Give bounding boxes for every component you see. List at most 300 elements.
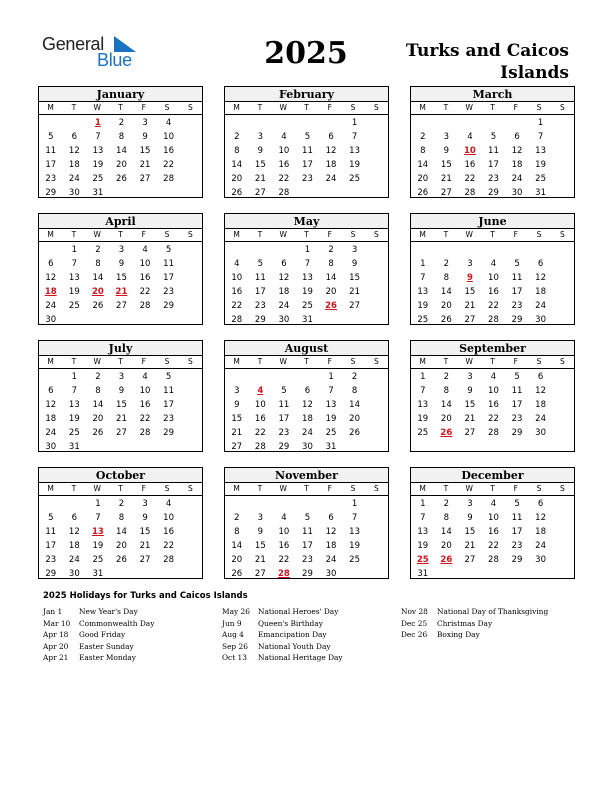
country-line-1: Turks and Caicos <box>405 41 569 61</box>
day-grid <box>411 496 574 581</box>
day-cell: 19 <box>68 414 80 424</box>
day-cell: 3 <box>443 132 450 142</box>
day-cell: 31 <box>417 569 429 579</box>
day-cell: 26 <box>349 428 360 438</box>
day-cell: 4 <box>165 499 172 509</box>
day-cell: 25 <box>417 428 429 438</box>
day-cell: 3 <box>118 245 125 255</box>
day-cell: 17 <box>302 160 313 170</box>
holiday-name: Queen's Birthday <box>258 618 323 628</box>
holiday-name: National Youth Day <box>258 641 331 651</box>
day-cell: 7 <box>328 386 334 396</box>
day-cell: 10 <box>139 386 151 396</box>
day-cell: 4 <box>142 245 148 255</box>
day-cell: 24 <box>302 428 313 438</box>
holiday-row <box>222 619 343 631</box>
day-cell: 27 <box>116 428 127 438</box>
day-cell: 6 <box>48 386 54 396</box>
holiday-name: Boxing Day <box>437 630 480 640</box>
day-cell: 28 <box>488 555 499 565</box>
weekday-header <box>225 356 388 369</box>
day-cell: 17 <box>511 287 523 297</box>
day-cell: 9 <box>142 513 148 523</box>
day-cell: 15 <box>231 414 243 424</box>
day-cell: 20 <box>116 541 127 551</box>
weekday-label: W <box>465 484 473 493</box>
weekday-label: S <box>187 484 193 493</box>
day-cell: 3 <box>118 372 125 382</box>
day-cell: 3 <box>257 513 264 523</box>
weekday-label: T <box>118 103 123 112</box>
weekday-label: T <box>304 103 309 112</box>
day-cell: 20 <box>231 555 243 565</box>
weekday-label: T <box>490 230 495 239</box>
month-august <box>224 340 389 452</box>
holiday-date: Aug 4 <box>222 630 244 640</box>
weekday-label: W <box>93 484 101 493</box>
day-cell: 15 <box>139 146 151 156</box>
holiday-row <box>43 653 154 665</box>
day-blank <box>319 497 343 511</box>
day-cell: 18 <box>325 160 337 170</box>
weekday-label: S <box>164 103 170 112</box>
month-june <box>410 213 575 325</box>
month-january <box>38 86 203 198</box>
day-cell: 12 <box>325 146 337 156</box>
day-cell: 26 <box>231 569 243 579</box>
day-cell: 13 <box>302 273 313 283</box>
day-blank <box>319 116 343 130</box>
day-cell: 18 <box>68 160 80 170</box>
day-cell: 21 <box>139 541 151 551</box>
day-cell: 14 <box>116 146 127 156</box>
country-title <box>369 40 569 84</box>
day-grid <box>411 115 574 200</box>
weekday-label: S <box>536 103 542 112</box>
day-cell: 10 <box>488 386 499 396</box>
weekday-label: S <box>187 230 193 239</box>
holiday-name: Emancipation Day <box>258 630 327 640</box>
day-cell: 20 <box>440 301 452 311</box>
weekday-label: F <box>513 484 518 493</box>
day-blank <box>249 243 273 257</box>
day-cell: 13 <box>417 287 429 297</box>
day-cell: 23 <box>163 414 174 424</box>
day-cell: 19 <box>92 541 104 551</box>
day-cell: 22 <box>488 414 499 424</box>
day-cell: 22 <box>278 555 290 565</box>
day-cell: 24 <box>325 174 337 184</box>
day-cell: 10 <box>163 513 174 523</box>
day-cell: 6 <box>48 259 54 269</box>
day-blank <box>39 497 63 511</box>
day-cell: 25 <box>417 315 429 325</box>
day-cell: 8 <box>95 386 101 396</box>
day-cell: 23 <box>278 428 290 438</box>
day-cell: 13 <box>417 527 429 537</box>
month-title: October <box>39 468 202 483</box>
weekday-label: S <box>164 357 170 366</box>
holiday-name: National Heroes' Day <box>258 607 339 616</box>
weekday-label: M <box>419 357 426 366</box>
day-cell: 18 <box>535 400 546 410</box>
day-blank <box>435 243 459 257</box>
day-cell: 16 <box>139 273 151 283</box>
day-blank <box>63 497 87 511</box>
day-cell: 31 <box>535 188 546 198</box>
day-cell: 12 <box>68 527 80 537</box>
day-blank <box>225 370 249 384</box>
day-cell: 3 <box>467 499 473 509</box>
day-cell: 29 <box>511 428 523 438</box>
day-cell: 29 <box>511 555 523 565</box>
day-blank <box>435 116 459 130</box>
day-cell: 6 <box>71 513 78 523</box>
day-cell: 5 <box>257 259 264 269</box>
day-cell: 16 <box>464 160 476 170</box>
weekday-label: F <box>513 230 518 239</box>
weekday-label: T <box>443 103 449 112</box>
weekday-label: M <box>47 103 54 112</box>
day-cell: 22 <box>278 174 290 184</box>
day-cell: 9 <box>351 259 358 269</box>
day-cell: 12 <box>68 146 80 156</box>
day-cell: 1 <box>304 245 311 255</box>
day-cell: 9 <box>443 146 450 156</box>
holiday-name: New Year's Day <box>79 607 138 616</box>
day-cell: 11 <box>278 400 290 410</box>
day-cell: 11 <box>302 527 313 537</box>
holiday-day-cell: 26 <box>325 301 337 311</box>
weekday-label: W <box>465 230 473 239</box>
day-grid <box>39 369 202 454</box>
day-cell: 23 <box>511 301 523 311</box>
weekday-label: W <box>279 484 287 493</box>
day-cell: 20 <box>92 414 104 424</box>
day-cell: 8 <box>443 513 450 523</box>
weekday-label: T <box>443 230 449 239</box>
month-title: February <box>225 87 388 102</box>
day-cell: 27 <box>464 315 476 325</box>
weekday-label: T <box>490 484 495 493</box>
day-cell: 11 <box>45 527 57 537</box>
weekday-label: S <box>373 230 379 239</box>
day-cell: 30 <box>325 569 337 579</box>
day-cell: 13 <box>535 146 546 156</box>
day-cell: 17 <box>302 541 313 551</box>
month-title: September <box>411 341 574 356</box>
weekday-label: S <box>559 230 565 239</box>
logo-general-text: General <box>42 34 104 54</box>
day-cell: 15 <box>254 160 266 170</box>
day-cell: 1 <box>328 372 334 382</box>
day-cell: 2 <box>443 259 450 269</box>
day-cell: 23 <box>511 541 523 551</box>
holiday-day-cell: 9 <box>466 273 473 283</box>
day-grid <box>225 115 388 200</box>
day-cell: 5 <box>514 499 520 509</box>
day-cell: 26 <box>231 188 243 198</box>
weekday-label: T <box>118 484 123 493</box>
day-cell: 2 <box>234 513 240 523</box>
weekday-label: T <box>304 230 309 239</box>
month-title: January <box>39 87 202 102</box>
day-cell: 6 <box>328 513 334 523</box>
weekday-label: F <box>327 230 332 239</box>
day-cell: 2 <box>95 245 101 255</box>
day-cell: 27 <box>231 442 243 452</box>
day-cell: 1 <box>71 372 78 382</box>
day-cell: 28 <box>488 315 499 325</box>
year-title: 2025 <box>264 36 348 71</box>
day-cell: 16 <box>278 541 290 551</box>
day-cell: 22 <box>163 160 174 170</box>
weekday-label: T <box>490 103 495 112</box>
day-cell: 14 <box>231 541 243 551</box>
day-cell: 28 <box>464 188 476 198</box>
day-grid <box>411 369 574 440</box>
day-blank <box>482 116 506 130</box>
day-cell: 22 <box>139 287 151 297</box>
day-cell: 30 <box>68 188 80 198</box>
weekday-label: S <box>373 103 379 112</box>
weekday-header <box>39 229 202 242</box>
holiday-day-cell: 1 <box>94 118 101 128</box>
holiday-day-cell: 18 <box>44 287 57 297</box>
day-cell: 16 <box>163 527 174 537</box>
day-cell: 21 <box>440 174 452 184</box>
day-cell: 9 <box>142 132 148 142</box>
day-cell: 5 <box>48 513 54 523</box>
day-cell: 8 <box>95 259 101 269</box>
day-cell: 11 <box>511 513 523 523</box>
day-cell: 30 <box>535 428 546 438</box>
day-cell: 29 <box>163 301 174 311</box>
holiday-column <box>43 607 154 665</box>
day-blank <box>63 116 87 130</box>
day-cell: 15 <box>464 527 476 537</box>
day-cell: 15 <box>464 287 476 297</box>
day-cell: 17 <box>488 160 499 170</box>
day-cell: 20 <box>417 174 429 184</box>
month-july <box>38 340 203 452</box>
day-cell: 13 <box>349 146 360 156</box>
day-cell: 16 <box>163 146 174 156</box>
weekday-label: S <box>536 484 542 493</box>
day-cell: 16 <box>488 287 499 297</box>
holiday-date: Dec 25 <box>401 618 428 628</box>
day-cell: 16 <box>488 400 499 410</box>
day-cell: 2 <box>118 499 125 509</box>
day-cell: 10 <box>163 132 174 142</box>
day-cell: 14 <box>325 273 337 283</box>
day-cell: 14 <box>440 527 452 537</box>
day-blank <box>225 243 249 257</box>
day-cell: 7 <box>71 386 78 396</box>
holiday-name: Easter Monday <box>79 653 136 663</box>
weekday-label: F <box>513 103 518 112</box>
day-cell: 17 <box>254 287 266 297</box>
day-cell: 19 <box>535 160 546 170</box>
day-cell: 19 <box>417 414 429 424</box>
day-cell: 6 <box>304 386 311 396</box>
day-blank <box>225 497 249 511</box>
holiday-day-cell: 28 <box>277 569 290 579</box>
day-cell: 8 <box>118 513 125 523</box>
day-cell: 26 <box>116 555 127 565</box>
day-cell: 7 <box>95 513 101 523</box>
day-cell: 12 <box>511 146 523 156</box>
day-cell: 15 <box>139 527 151 537</box>
day-cell: 26 <box>440 315 452 325</box>
holiday-row <box>43 607 154 619</box>
day-cell: 11 <box>45 146 57 156</box>
holiday-column <box>401 607 548 642</box>
day-cell: 15 <box>116 273 127 283</box>
day-cell: 1 <box>351 499 358 509</box>
month-title: December <box>411 468 574 483</box>
holiday-row <box>401 607 548 619</box>
day-cell: 24 <box>325 555 337 565</box>
weekday-label: S <box>536 357 542 366</box>
weekday-label: T <box>257 103 263 112</box>
weekday-label: T <box>257 484 263 493</box>
holiday-date: Mar 10 <box>43 618 71 628</box>
day-cell: 17 <box>511 527 523 537</box>
day-cell: 4 <box>281 132 287 142</box>
day-cell: 1 <box>71 245 78 255</box>
weekday-label: F <box>513 357 518 366</box>
day-cell: 11 <box>302 146 313 156</box>
day-cell: 4 <box>234 259 240 269</box>
day-cell: 28 <box>163 555 174 565</box>
month-title: March <box>411 87 574 102</box>
day-blank <box>505 243 529 257</box>
holiday-name: Easter Sunday <box>79 641 134 651</box>
day-cell: 27 <box>139 174 151 184</box>
month-title: August <box>225 341 388 356</box>
day-cell: 11 <box>488 146 499 156</box>
day-cell: 24 <box>45 301 57 311</box>
day-cell: 19 <box>68 287 80 297</box>
day-cell: 12 <box>45 273 57 283</box>
day-cell: 10 <box>488 513 499 523</box>
day-cell: 6 <box>328 132 334 142</box>
weekday-header <box>411 102 574 115</box>
day-grid <box>225 369 388 454</box>
day-cell: 30 <box>535 315 546 325</box>
holiday-date: Dec 26 <box>401 630 428 640</box>
holiday-date: May 26 <box>222 607 250 616</box>
month-title: November <box>225 468 388 483</box>
day-blank <box>296 370 320 384</box>
day-cell: 17 <box>278 414 290 424</box>
weekday-header <box>39 356 202 369</box>
day-cell: 29 <box>302 569 313 579</box>
day-cell: 9 <box>467 513 473 523</box>
day-cell: 29 <box>45 188 57 198</box>
holiday-day-cell: 25 <box>416 555 429 565</box>
day-blank <box>39 370 63 384</box>
month-december <box>410 467 575 579</box>
day-cell: 25 <box>68 301 80 311</box>
day-cell: 24 <box>535 414 546 424</box>
holiday-column <box>222 607 343 665</box>
day-cell: 11 <box>254 273 266 283</box>
day-cell: 22 <box>464 174 476 184</box>
day-cell: 25 <box>349 555 360 565</box>
holiday-name: National Day of Thanksgiving <box>437 607 549 616</box>
day-cell: 24 <box>511 174 523 184</box>
weekday-label: T <box>118 357 123 366</box>
day-blank <box>482 243 506 257</box>
day-cell: 29 <box>45 569 57 579</box>
day-cell: 27 <box>139 555 151 565</box>
day-blank <box>249 370 273 384</box>
day-cell: 19 <box>349 541 360 551</box>
day-cell: 29 <box>163 428 174 438</box>
day-cell: 1 <box>420 499 426 509</box>
day-cell: 6 <box>537 259 544 269</box>
day-cell: 27 <box>254 569 266 579</box>
holiday-day-cell: 26 <box>440 555 453 565</box>
day-cell: 22 <box>139 414 151 424</box>
month-title: May <box>225 214 388 229</box>
day-cell: 19 <box>349 160 360 170</box>
day-cell: 18 <box>68 541 80 551</box>
weekday-label: S <box>187 103 193 112</box>
day-cell: 8 <box>328 259 334 269</box>
day-cell: 20 <box>440 414 452 424</box>
day-cell: 14 <box>231 160 243 170</box>
day-cell: 6 <box>514 132 520 142</box>
day-cell: 28 <box>231 315 243 325</box>
day-cell: 20 <box>116 160 127 170</box>
holiday-day-cell: 10 <box>463 146 476 156</box>
day-cell: 16 <box>231 287 243 297</box>
day-cell: 12 <box>325 527 337 537</box>
day-cell: 11 <box>511 273 523 283</box>
day-cell: 25 <box>68 428 80 438</box>
day-cell: 23 <box>163 287 174 297</box>
day-cell: 24 <box>535 301 546 311</box>
weekday-label: M <box>233 230 240 239</box>
day-cell: 31 <box>92 188 104 198</box>
day-cell: 27 <box>349 301 360 311</box>
day-cell: 6 <box>537 372 544 382</box>
weekday-header <box>411 483 574 496</box>
day-cell: 10 <box>488 273 499 283</box>
day-cell: 4 <box>142 372 148 382</box>
day-cell: 20 <box>231 174 243 184</box>
day-cell: 18 <box>511 160 523 170</box>
weekday-label: F <box>327 357 332 366</box>
day-cell: 14 <box>349 400 360 410</box>
weekday-label: M <box>47 484 54 493</box>
day-cell: 24 <box>45 428 57 438</box>
day-cell: 8 <box>443 386 450 396</box>
holiday-date: Apr 18 <box>43 630 69 640</box>
day-cell: 15 <box>254 541 266 551</box>
day-blank <box>39 116 63 130</box>
holiday-row <box>43 630 154 642</box>
weekday-label: S <box>373 357 379 366</box>
day-cell: 26 <box>92 428 104 438</box>
day-cell: 18 <box>325 541 337 551</box>
day-cell: 28 <box>163 174 174 184</box>
weekday-label: S <box>164 484 170 493</box>
weekday-label: W <box>465 103 473 112</box>
